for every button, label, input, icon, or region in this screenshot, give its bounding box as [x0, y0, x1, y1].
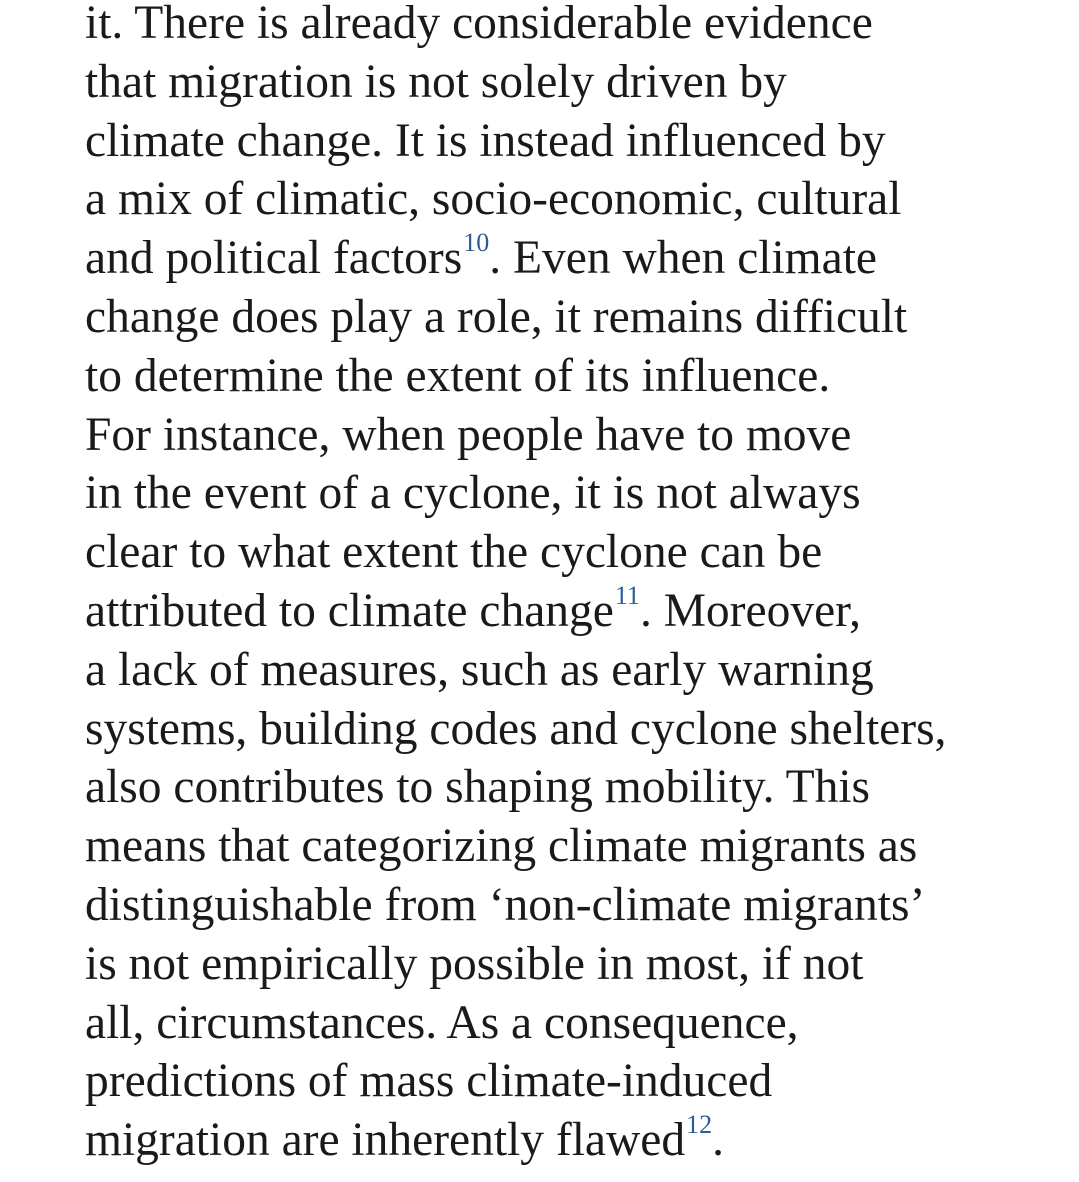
- text-line: a lack of measures, such as early warning: [85, 643, 874, 696]
- text-line: a mix of climatic, socio-economic, cultural: [85, 173, 902, 226]
- text-line: in the event of a cyclone, it is not always: [85, 467, 861, 520]
- text-line: For instance, when people have to move: [85, 408, 852, 461]
- text-line: distinguishable from ‘non-climate migrants’: [85, 878, 926, 931]
- text-line: climate change. It is instead influenced by: [85, 114, 886, 167]
- text-line: means that categorizing climate migrants as: [85, 820, 918, 873]
- text-line: that migration is not solely driven by: [85, 55, 787, 108]
- text-line: it. There is already considerable evidence: [85, 0, 873, 49]
- text-line: all, circumstances. As a consequence,: [85, 996, 799, 1049]
- text-line: change does play a role, it remains difficult: [85, 290, 908, 343]
- text-line: is not empirically possible in most, if not: [85, 937, 864, 990]
- text-line: attributed to climate change$^{11}$. Moreover,: [85, 580, 861, 637]
- text-line: to determine the extent of its influence.: [85, 349, 831, 402]
- body-text-column: [85, 0, 1065, 1170]
- reference-link-10[interactable]: 10: [463, 228, 490, 258]
- reference-link-12[interactable]: 12: [686, 1110, 713, 1140]
- text-line: migration are inherently flawed$^{12}$.: [85, 1110, 724, 1167]
- text-line: clear to what extent the cyclone can be: [85, 526, 823, 579]
- text-line: and political factors$^{10}$. Even when climate: [85, 228, 877, 285]
- text-line: predictions of mass climate-induced: [85, 1055, 773, 1108]
- text-line: also contributes to shaping mobility. This: [85, 761, 871, 814]
- reference-link-11[interactable]: 11: [614, 580, 640, 610]
- text-line: systems, building codes and cyclone shelters,: [85, 702, 947, 755]
